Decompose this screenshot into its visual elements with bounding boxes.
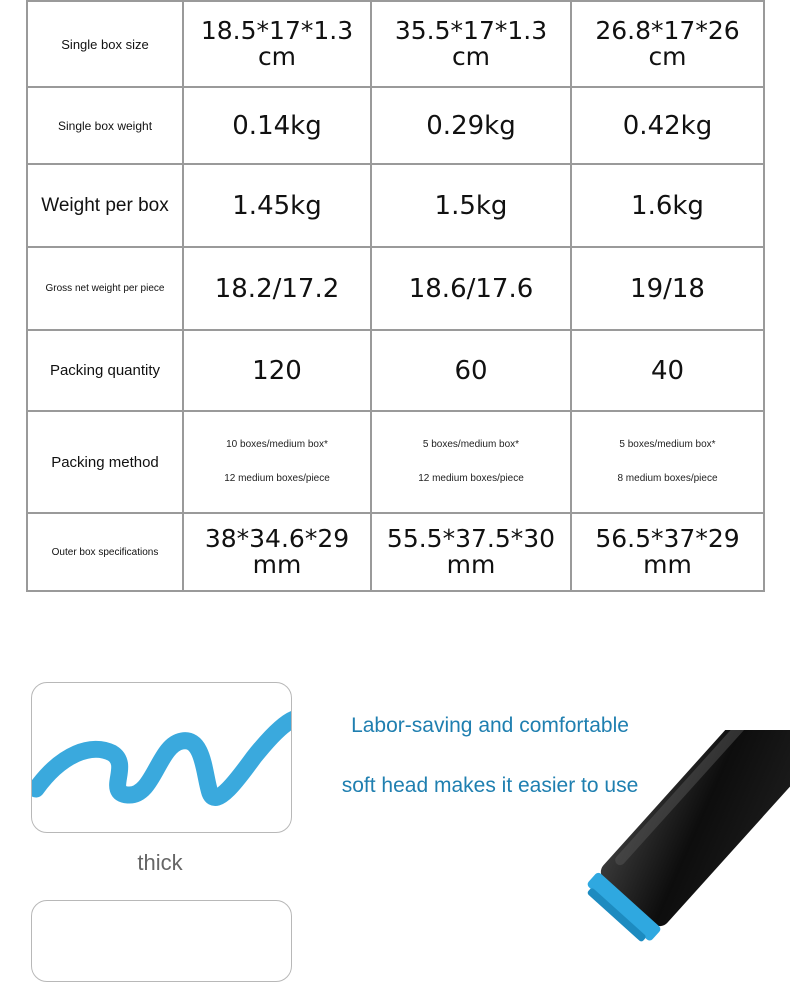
value-cell: 1.5kg [371,164,571,247]
value-cell: 0.42kg [571,87,764,164]
spec-table [26,0,765,592]
row-label: Gross net weight per piece [27,247,183,330]
packing-method-cell [571,411,764,513]
value-cell: 1.45kg [183,164,371,247]
table-row [27,87,764,164]
value-cell: 120 [183,330,371,411]
packing-method-cell [183,411,371,513]
table-row [27,330,764,411]
swatch-label: thick [137,850,183,875]
packing-method-line: 12 medium boxes/piece [418,473,524,484]
value-cell: 60 [371,330,571,411]
packing-method-line: 5 boxes/medium box* [422,439,520,450]
table-row [27,411,764,513]
paint-stroke-icon [32,683,291,832]
value-cell: 19/18 [571,247,764,330]
packing-method-line: 8 medium boxes/piece [617,473,718,484]
value-cell: 38*34.6*29 mm [183,513,371,591]
row-label: Single box size [27,1,183,87]
value-cell: 55.5*37.5*30 mm [371,513,571,591]
value-cell: 18.2/17.2 [183,247,371,330]
table-row [27,247,764,330]
value-cell: 1.6kg [571,164,764,247]
row-label: Weight per box [27,164,183,247]
table-row [27,164,764,247]
table-row [27,513,764,591]
thick-swatch-card [31,682,292,833]
row-label: Packing quantity [27,330,183,411]
packing-method-cell [371,411,571,513]
value-cell: 18.5*17*1.3 cm [183,1,371,87]
marker-pen-image [560,730,790,950]
tagline-line2: soft head makes it easier to use [341,774,639,797]
value-cell: 56.5*37*29 mm [571,513,764,591]
value-cell: 18.6/17.6 [371,247,571,330]
packing-method-line: 12 medium boxes/piece [224,473,330,484]
value-cell: 0.29kg [371,87,571,164]
swatch-card-2 [31,900,292,982]
table-row [27,1,764,87]
value-cell: 26.8*17*26 cm [571,1,764,87]
value-cell: 40 [571,330,764,411]
spec-table-body [27,1,764,591]
value-cell: 35.5*17*1.3 cm [371,1,571,87]
packing-method-line: 5 boxes/medium box* [619,439,716,450]
row-label: Packing method [27,411,183,513]
value-cell: 0.14kg [183,87,371,164]
packing-method-line: 10 boxes/medium box* [226,439,328,450]
row-label: Outer box specifications [27,513,183,591]
tagline-line1: Labor-saving and comfortable [351,714,629,737]
row-label: Single box weight [27,87,183,164]
